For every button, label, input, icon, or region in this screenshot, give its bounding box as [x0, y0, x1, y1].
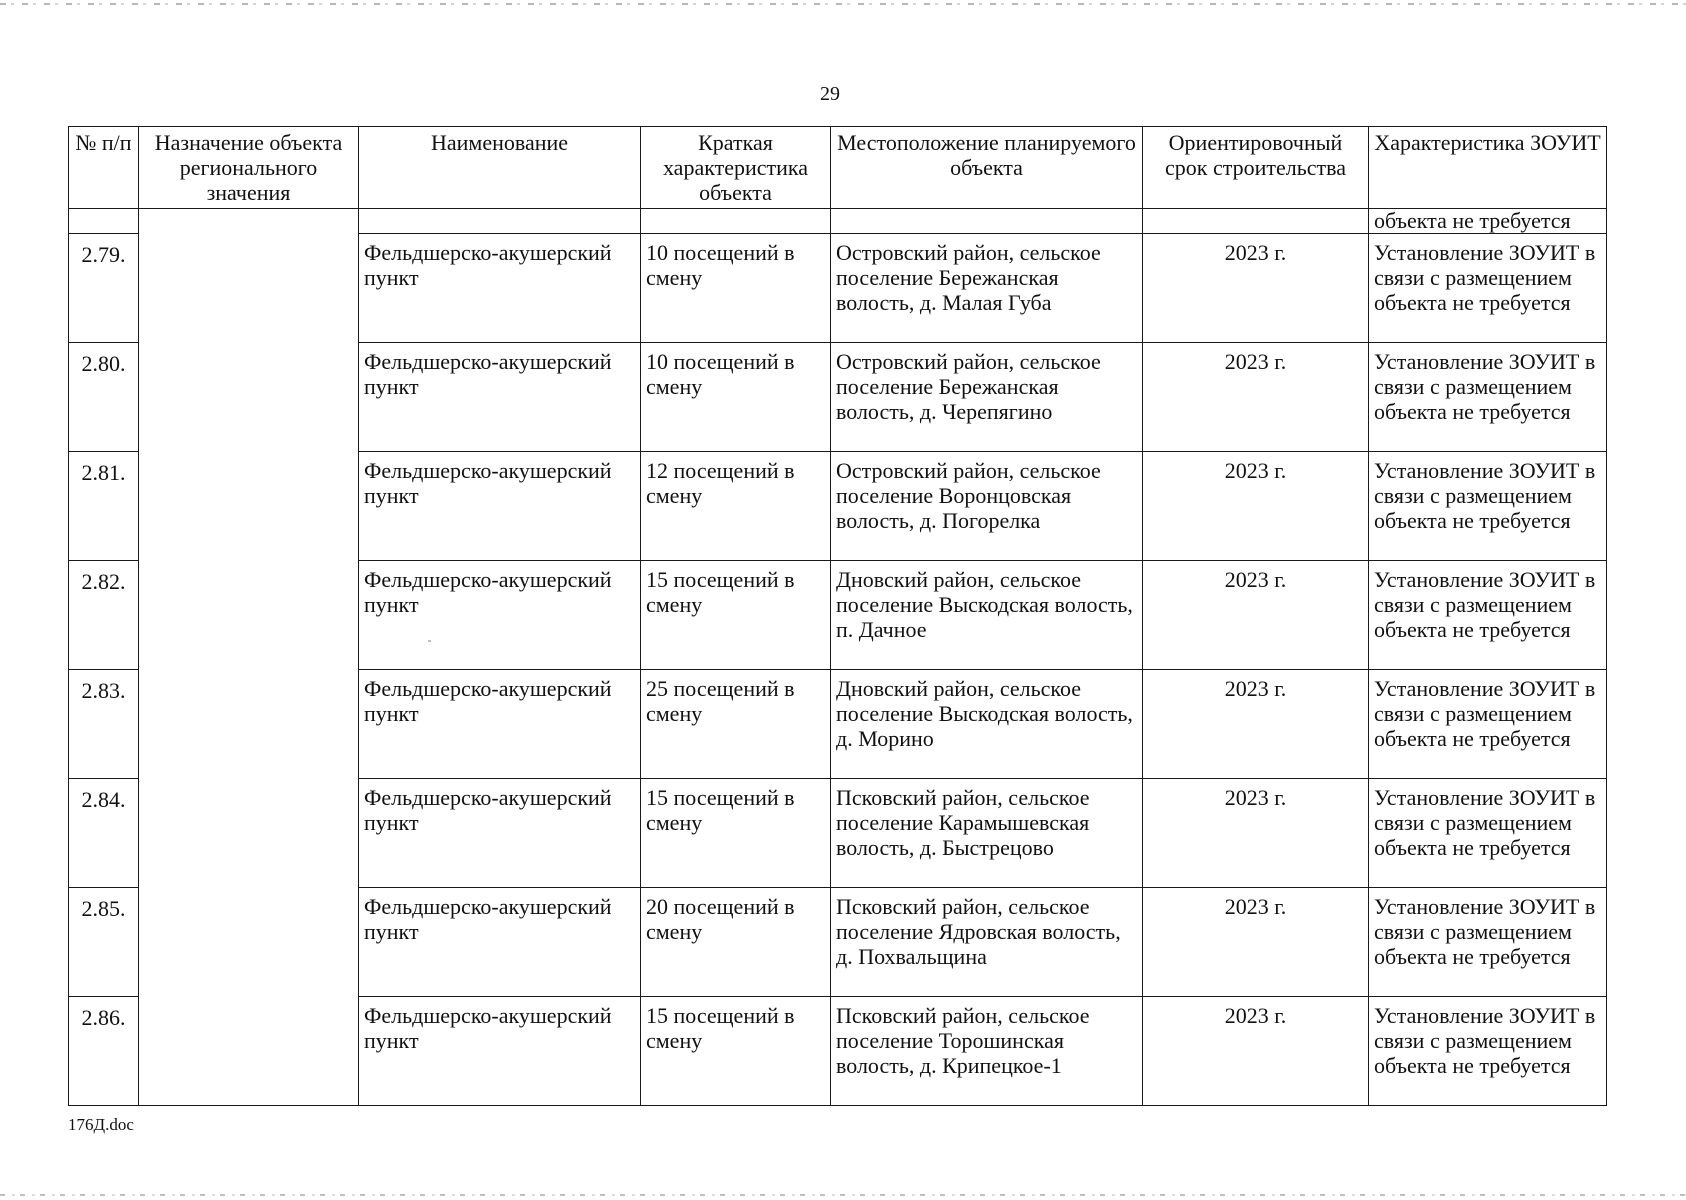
cell-name: Фельдшерско-акушерский пункт: [359, 888, 641, 997]
cell-location: Дновский район, сельское поселение Выскодская волость, д. Морино: [831, 670, 1143, 779]
cell-number: 2.81.: [69, 452, 139, 561]
header-characteristic: Краткая характеристика объекта: [641, 127, 831, 209]
cell-characteristic: 15 посещений в смену: [641, 561, 831, 670]
cell-number: 2.80.: [69, 343, 139, 452]
scan-edge-top: [0, 3, 1686, 5]
cell-zouit: Установление ЗОУИТ в связи с размещением объекта не требуется: [1369, 997, 1607, 1106]
continuation-cell-number: [69, 209, 139, 234]
objects-table: [68, 126, 1607, 1106]
cell-location: Островский район, сельское поселение Бережанская волость, д. Малая Губа: [831, 234, 1143, 343]
cell-number: 2.82.: [69, 561, 139, 670]
header-name: Наименование: [359, 127, 641, 209]
continuation-cell-location: [831, 209, 1143, 234]
cell-name: Фельдшерско-акушерский пункт: [359, 997, 641, 1106]
header-location: Местоположение планируемого объекта: [831, 127, 1143, 209]
cell-name: Фельдшерско-акушерский пункт: [359, 670, 641, 779]
cell-number: 2.79.: [69, 234, 139, 343]
cell-characteristic: 15 посещений в смену: [641, 779, 831, 888]
cell-zouit: Установление ЗОУИТ в связи с размещением объекта не требуется: [1369, 888, 1607, 997]
cell-term: 2023 г.: [1143, 452, 1369, 561]
cell-zouit: Установление ЗОУИТ в связи с размещением объекта не требуется: [1369, 452, 1607, 561]
cell-term: 2023 г.: [1143, 343, 1369, 452]
cell-characteristic: 25 посещений в смену: [641, 670, 831, 779]
continuation-cell-zouit: объекта не требуется: [1369, 209, 1607, 234]
cell-zouit: Установление ЗОУИТ в связи с размещением объекта не требуется: [1369, 343, 1607, 452]
cell-term: 2023 г.: [1143, 234, 1369, 343]
cell-location: Дновский район, сельское поселение Выскодская волость, п. Дачное: [831, 561, 1143, 670]
cell-term: 2023 г.: [1143, 997, 1369, 1106]
continuation-cell-term: [1143, 209, 1369, 234]
header-zouit: Характеристика ЗОУИТ: [1369, 127, 1607, 209]
cell-zouit: Установление ЗОУИТ в связи с размещением объекта не требуется: [1369, 779, 1607, 888]
cell-location: Островский район, сельское поселение Воронцовская волость, д. Погорелка: [831, 452, 1143, 561]
header-term: Ориентировочный срок строительства: [1143, 127, 1369, 209]
continuation-cell-name: [359, 209, 641, 234]
cell-characteristic: 20 посещений в смену: [641, 888, 831, 997]
cell-name: Фельдшерско-акушерский пункт: [359, 779, 641, 888]
cell-name: Фельдшерско-акушерский пункт: [359, 343, 641, 452]
cell-zouit: Установление ЗОУИТ в связи с размещением объекта не требуется: [1369, 561, 1607, 670]
cell-location: Островский район, сельское поселение Бережанская волость, д. Черепягино: [831, 343, 1143, 452]
cell-term: 2023 г.: [1143, 779, 1369, 888]
cell-name: Фельдшерско-акушерский пункт: [359, 452, 641, 561]
cell-location: Псковский район, сельское поселение Карамышевская волость, д. Быстрецово: [831, 779, 1143, 888]
header-row: [69, 127, 1607, 209]
cell-zouit: Установление ЗОУИТ в связи с размещением объекта не требуется: [1369, 234, 1607, 343]
footer-filename: 176Д.doc: [68, 1115, 134, 1134]
table-header: [69, 127, 1607, 209]
header-purpose: Назначение объекта регионального значения: [139, 127, 359, 209]
header-number: № п/п: [69, 127, 139, 209]
scan-speck: [428, 640, 431, 642]
cell-name: Фельдшерско-акушерский пункт: [359, 561, 641, 670]
continuation-row: [69, 209, 1607, 234]
cell-number: 2.84.: [69, 779, 139, 888]
table-body: [69, 209, 1607, 1106]
page-number: 29: [820, 83, 840, 105]
cell-location: Псковский район, сельское поселение Торошинская волость, д. Крипецкое-1: [831, 997, 1143, 1106]
cell-term: 2023 г.: [1143, 670, 1369, 779]
cell-characteristic: 10 посещений в смену: [641, 343, 831, 452]
cell-number: 2.86.: [69, 997, 139, 1106]
cell-name: Фельдшерско-акушерский пункт: [359, 234, 641, 343]
cell-characteristic: 12 посещений в смену: [641, 452, 831, 561]
cell-term: 2023 г.: [1143, 561, 1369, 670]
cell-zouit: Установление ЗОУИТ в связи с размещением объекта не требуется: [1369, 670, 1607, 779]
cell-number: 2.85.: [69, 888, 139, 997]
scan-edge-bottom: [0, 1194, 1686, 1196]
cell-characteristic: 10 посещений в смену: [641, 234, 831, 343]
cell-term: 2023 г.: [1143, 888, 1369, 997]
cell-characteristic: 15 посещений в смену: [641, 997, 831, 1106]
purpose-cell: [139, 209, 359, 1106]
cell-location: Псковский район, сельское поселение Ядровская волость, д. Похвальщина: [831, 888, 1143, 997]
cell-number: 2.83.: [69, 670, 139, 779]
continuation-cell-characteristic: [641, 209, 831, 234]
